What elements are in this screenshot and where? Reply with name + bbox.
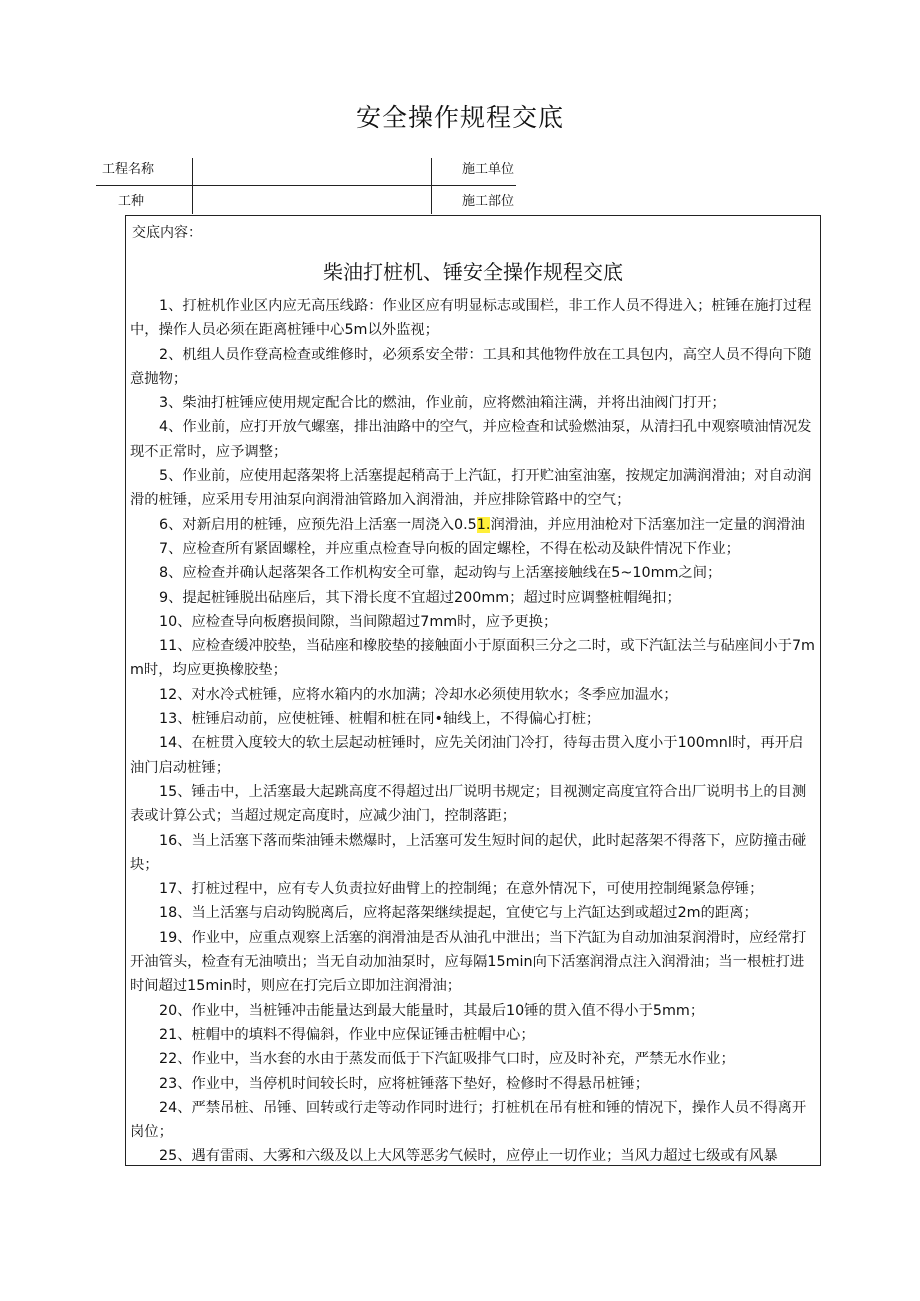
rule-text: 21、桩帽中的填料不得偏斜，作业中应保证锤击桩帽中心； (159, 1026, 535, 1043)
rule-text: 2、机组人员作登高检查或维修时，必须系安全带：工具和其他物件放在工具包内，高空人员不得向下随意抛物； (130, 346, 812, 387)
rule-item (130, 829, 817, 878)
rule-text: 14、在桩贯入度较大的软土层起动桩锤时，应先关闭油门冷打，待每击贯入度小于100mnl时，再开启油门启动桩锤； (130, 735, 804, 776)
rule-text: 7、应检查所有紧固螺栓，并应重点检查导向板的固定螺栓，不得在松动及缺件情况下作业； (159, 540, 740, 557)
document-title: 安全操作规程交底 (355, 103, 564, 132)
trade-label: 工种 (118, 194, 145, 209)
rule-text: 4、作业前，应打开放气螺塞，排出油路中的空气，并应检查和试验燃油泵，从清扫孔中观察喷油情况发现不正常时，应予调整； (130, 419, 812, 460)
rule-text: 11、应检查缓冲胶垫，当砧座和橡胶垫的接触面小于原面积三分之二时，或下汽缸法兰与砧座间小于7mm时，均应更换橡胶垫； (130, 638, 815, 679)
info-table (96, 158, 516, 214)
column-divider (431, 158, 432, 214)
rule-item (130, 707, 817, 731)
rule-text: 22、作业中，当水套的水由于蒸发而低于下汽缸吸排气口时，应及时补充，严禁无水作业； (159, 1051, 735, 1068)
rule-text: 24、严禁吊桩、吊锤、回转或行走等动作同时进行；打桩机在吊有桩和锤的情况下，操作人员不得离开岗位； (130, 1099, 807, 1141)
rule-item (130, 610, 817, 634)
rule-item (130, 415, 817, 464)
content-label: 交底内容： (132, 225, 202, 241)
rule-text: 5、作业前，应使用起落架将上活塞提起稍高于上汽缸，打开贮油室油塞，按规定加满润滑油；对自动润滑的桩锤，应采用专用油泵向润滑油管路加入润滑油，并应排除管路中的空气； (130, 468, 812, 509)
content-title: 柴油打桩机、锤安全操作规程交底 (323, 260, 623, 284)
rule-item (130, 561, 817, 585)
rule-item (130, 391, 817, 415)
rule-text: 13、桩锤启动前，应使桩锤、桩帽和桩在同•轴线上，不得偏心打桩； (159, 711, 601, 728)
rule-item (130, 464, 817, 513)
rule-text: 10、应检查导向板磨损间隙，当间隙超过7mm时，应予更换； (159, 613, 558, 630)
rule-item (130, 901, 817, 925)
content-box (125, 215, 821, 1166)
rule-item (130, 537, 817, 561)
rule-item (130, 1072, 817, 1096)
construction-unit-label: 施工单位 (462, 162, 515, 177)
rule-text: 9、提起桩锤脱出砧座后，其下滑长度不宜超过200mm；超过时应调整桩帽绳扣； (159, 589, 681, 606)
rule-item (130, 1047, 817, 1071)
rule-text: 18、当上活塞与启动钩脱离后，应将起落架继续提起，宜使它与上汽缸达到或超过2m的距离； (159, 905, 758, 922)
rule-text: 8、应检查并确认起落架各工作机构安全可靠，起动钩与上活塞接触线在5~10mm之间； (159, 565, 722, 582)
rule-text: 1、打桩机作业区内应无高压线路：作业区应有明显标志或围栏，非工作人员不得进入；桩锤在施打过程中，操作人员必须在距离桩锤中心5m以外监视； (130, 298, 812, 339)
project-name-label: 工程名称 (102, 162, 155, 177)
rule-text: 17、打桩过程中，应有专人负责拉好曲臂上的控制绳；在意外情况下，可使用控制绳紧急停锤； (159, 881, 764, 898)
rule-text: 20、作业中，当桩锤冲击能量达到最大能量时，其最后10锤的贯入值不得小于5mm； (159, 1002, 705, 1019)
rule-item (130, 999, 817, 1023)
rule-text: 19、作业中，应重点观察上活塞的润滑油是否从油孔中泄出；当下汽缸为自动加油泵润滑时，应经常打开油管头，检查有无油喷出；当无自动加油泵时，应每隔15min向下活塞润滑点注入润滑油；当一根桩打进时间超过15min时，则应在打完后立即加注润滑油； (130, 929, 807, 995)
rule-item (130, 1023, 817, 1047)
rule-item (130, 1096, 817, 1145)
rule-text: 润滑油，并应用油枪对下活塞加注一定量的润滑油 (490, 516, 805, 533)
rule-item (130, 683, 817, 707)
row-divider (96, 185, 516, 186)
rule-item (130, 731, 817, 780)
highlighted-text: 1. (476, 516, 491, 533)
safety-rules-list (130, 294, 817, 1169)
rule-item (130, 1144, 817, 1168)
rule-text: 23、作业中，当停机时间较长时，应将桩锤落下垫好，检修时不得悬吊桩锤； (159, 1075, 649, 1092)
rule-item (130, 513, 817, 537)
rule-item (130, 294, 817, 343)
rule-item (130, 926, 817, 999)
rule-text: 25、遇有雷雨、大雾和六级及以上大风等恶劣气候时，应停止一切作业；当风力超过七级或有风暴 (159, 1148, 778, 1165)
column-divider (192, 158, 193, 214)
construction-part-label: 施工部位 (462, 194, 515, 209)
rule-item (130, 586, 817, 610)
rule-item (130, 877, 817, 901)
rule-item (130, 780, 817, 829)
rule-item (130, 634, 817, 683)
rule-item (130, 343, 817, 392)
rule-text: 16、当上活塞下落而柴油锤未燃爆时，上活塞可发生短时间的起伏，此时起落架不得落下，应防撞击碰块； (130, 832, 807, 873)
rule-text: 6、对新启用的桩锤，应预先沿上活塞一周浇入0.5 (159, 516, 477, 533)
rule-text: 15、锤击中，上活塞最大起跳高度不得超过出厂说明书规定；目视测定高度宜符合出厂说明书上的目测表或计算公式；当超过规定高度时，应减少油门，控制落距； (130, 783, 807, 825)
rule-text: 12、对水冷式桩锤，应将水箱内的水加满；冷却水必须使用软水；冬季应加温水； (159, 686, 678, 703)
rule-text: 3、柴油打桩锤应使用规定配合比的燃油，作业前，应将燃油箱注满，并将出油阀门打开； (159, 395, 726, 412)
